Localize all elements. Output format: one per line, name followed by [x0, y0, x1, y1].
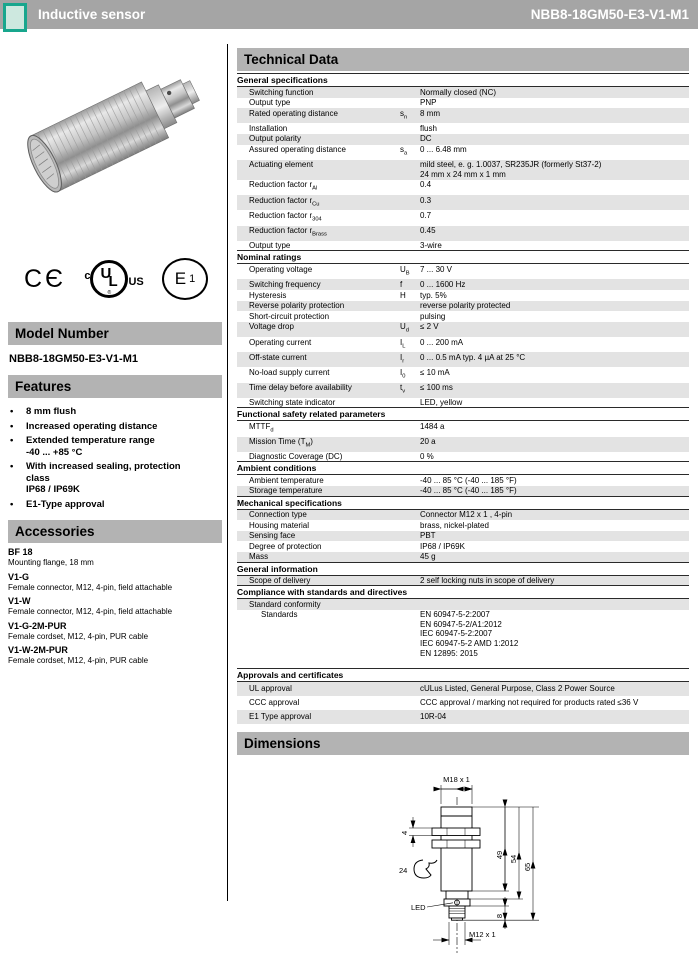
feature-item — [10, 499, 222, 511]
accessory-item — [8, 645, 222, 666]
spec-symbol — [400, 437, 420, 451]
spec-row — [237, 398, 689, 409]
spec-label: No-load supply current — [249, 367, 330, 377]
spec-label: Hysteresis — [249, 290, 287, 300]
spec-symbol — [400, 180, 420, 194]
feature-text: Extended temperature range -40 ... +85 °C — [26, 435, 155, 458]
spec-row — [237, 421, 689, 436]
model-number-section-title: Model Number — [8, 322, 222, 345]
accessory-name: V1-W-2M-PUR — [8, 645, 68, 655]
spec-row — [237, 576, 689, 587]
spec-value: IP68 / IP69K — [420, 541, 465, 551]
feature-text: With increased sealing, protection class IP68 / IP69K — [26, 461, 181, 495]
page-header-bar — [0, 0, 698, 29]
spec-row — [237, 531, 689, 542]
spec-symbol — [400, 226, 420, 240]
spec-value: ≤ 10 mA — [420, 367, 450, 377]
spec-value: 0 ... 6.48 mm — [420, 145, 467, 155]
spec-row — [237, 322, 689, 337]
spec-label: Reduction factor $r_{304}$ — [249, 210, 322, 223]
spec-section-header: Nominal ratings — [237, 250, 689, 264]
accessory-name: V1-G — [8, 571, 30, 582]
dim-8-label: 8 — [495, 913, 504, 918]
spec-symbol: f — [400, 279, 403, 289]
spec-row — [237, 486, 689, 497]
spec-symbol — [400, 98, 420, 108]
accessory-item — [8, 547, 222, 568]
dim-thread-bottom-label: M12 x 1 — [469, 929, 496, 939]
spec-label: Connection type — [249, 510, 307, 520]
spec-section-header: Approvals and certificates — [237, 668, 689, 682]
spec-value: 1484 a — [420, 421, 445, 431]
spec-label: Switching frequency — [249, 279, 321, 289]
spec-value: ≤ 100 ms — [420, 383, 453, 393]
spec-value: pulsing — [420, 311, 446, 321]
wrench-icon — [414, 860, 437, 878]
accessory-item — [8, 596, 222, 617]
spec-label: Reduction factor $r_{Cu}$ — [249, 195, 320, 208]
e1-mark-icon: E 1 — [162, 258, 208, 300]
spec-symbol: H — [400, 290, 406, 300]
spec-value: 45 g — [420, 552, 436, 562]
spec-value: 7 ... 30 V — [420, 264, 453, 274]
spec-symbol — [400, 486, 420, 496]
spec-symbol — [400, 684, 420, 694]
spec-row — [237, 367, 689, 382]
spec-row — [237, 352, 689, 367]
spec-row — [237, 311, 689, 322]
spec-label: Reverse polarity protection — [249, 301, 345, 311]
spec-label: Operating current — [249, 337, 312, 347]
spec-value: typ. 5% — [420, 290, 447, 300]
spec-symbol — [400, 241, 420, 251]
model-number-value: NBB8-18GM50-E3-V1-M1 — [9, 353, 138, 365]
spec-label: Installation — [249, 123, 288, 133]
features-list — [10, 406, 222, 510]
feature-item — [10, 421, 222, 433]
accessories-list — [8, 547, 222, 666]
spec-row — [237, 437, 689, 452]
spec-value: reverse polarity protected — [420, 301, 511, 311]
bullet-icon: • — [10, 435, 14, 446]
accessory-description: Female connector, M12, 4-pin, field attachable — [8, 607, 173, 616]
spec-symbol — [400, 422, 420, 436]
spec-label: Actuating element — [249, 160, 314, 170]
spec-row — [237, 337, 689, 352]
spec-value: Normally closed (NC) — [420, 87, 497, 97]
header-model-number: NBB8-18GM50-E3-V1-M1 — [530, 7, 689, 22]
spec-row — [237, 87, 689, 98]
spec-label: Reduction factor $r_{Brass}$ — [249, 226, 327, 238]
spec-row — [237, 241, 689, 252]
spec-value: 0.45 — [420, 226, 436, 235]
accessory-description: Female cordset, M12, 4-pin, PUR cable — [8, 631, 149, 641]
spec-row — [237, 195, 689, 210]
spec-row — [237, 264, 689, 279]
spec-value: mild steel, e. g. 1.0037, SR235JR (formerly St37-2) 24 mm x 24 mm x 1 mm — [420, 160, 602, 179]
bullet-icon: • — [10, 461, 14, 472]
spec-label: Assured operating distance — [249, 145, 346, 155]
spec-row — [237, 710, 689, 724]
column-divider — [227, 44, 228, 901]
spec-symbol — [400, 476, 420, 486]
spec-row — [237, 123, 689, 134]
technical-data-section-title: Technical Data — [237, 48, 689, 71]
spec-label: Scope of delivery — [249, 576, 311, 585]
spec-value: PBT — [420, 531, 436, 541]
dim-thread-top-label: M18 x 1 — [443, 774, 470, 784]
left-column — [8, 40, 222, 666]
spec-value: brass, nickel-plated — [420, 520, 489, 530]
features-section-title: Features — [8, 375, 222, 398]
dim-nut-thickness-label: 4 — [400, 830, 409, 835]
spec-row — [237, 541, 689, 552]
spec-value — [420, 600, 689, 610]
spec-value: 0 % — [420, 452, 434, 462]
spec-value: LED, yellow — [420, 398, 463, 408]
spec-symbol — [400, 521, 420, 531]
spec-label: $MTTF_d$ — [249, 421, 274, 434]
spec-label: Reduction factor $r_{Al}$ — [249, 180, 318, 193]
spec-row — [237, 134, 689, 145]
accessories-section-title: Accessories — [8, 520, 222, 543]
spec-value: Connector M12 x 1 , 4-pin — [420, 510, 513, 520]
spec-value: 0.3 — [420, 195, 432, 205]
spec-label: UL approval — [249, 683, 292, 693]
spec-row — [237, 180, 689, 195]
spec-row — [237, 552, 689, 563]
spec-value: 0 ... 1600 Hz — [420, 279, 466, 289]
spec-label: Diagnostic Coverage (DC) — [249, 452, 343, 462]
spec-row — [237, 520, 689, 531]
spec-symbol: $U_d$ — [400, 322, 409, 334]
spec-label: Operating voltage — [249, 264, 313, 274]
spec-row — [237, 510, 689, 521]
sensor-body-graphic — [21, 63, 208, 197]
spec-row — [237, 145, 689, 160]
dim-led-label: LED — [411, 902, 426, 912]
spec-value: 8 mm — [420, 108, 440, 118]
spec-value: 0.4 — [420, 180, 432, 190]
bullet-icon: • — [10, 406, 14, 417]
spec-value: DC — [420, 134, 432, 144]
spec-section-header: Ambient conditions — [237, 461, 689, 475]
spec-row — [237, 475, 689, 486]
dim-54-label: 54 — [509, 854, 518, 863]
spec-section-header: General specifications — [237, 73, 689, 87]
spec-label: Sensing face — [249, 531, 296, 541]
accessory-description: Female connector, M12, 4-pin, field attachable — [8, 582, 173, 592]
spec-value: 2 self locking nuts in scope of delivery — [420, 576, 555, 585]
spec-row — [237, 226, 689, 241]
spec-label: Output type — [249, 241, 291, 251]
spec-symbol — [400, 301, 420, 311]
accessory-name: V1-G-2M-PUR — [8, 620, 67, 631]
spec-symbol — [400, 452, 420, 462]
spec-label: Standards — [261, 610, 298, 620]
dim-wrench-size-label: 24 — [399, 865, 408, 875]
spec-row — [237, 290, 689, 301]
spec-symbol — [400, 552, 420, 562]
spec-value: -40 ... 85 °C (-40 ... 185 °F) — [420, 486, 517, 496]
spec-value: 20 a — [420, 437, 436, 447]
spec-symbol — [400, 600, 420, 610]
spec-label: Rated operating distance — [249, 108, 338, 118]
certification-marks — [24, 252, 208, 306]
spec-label: Time delay before availability — [249, 383, 352, 393]
spec-row — [237, 210, 689, 225]
spec-row — [237, 452, 689, 463]
spec-symbol — [400, 88, 420, 98]
spec-row — [237, 160, 689, 180]
spec-symbol — [400, 134, 420, 144]
bullet-icon: • — [10, 498, 14, 510]
feature-text: Increased operating distance — [26, 420, 158, 432]
spec-label: CCC approval — [249, 697, 300, 707]
spec-symbol: $U_B$ — [400, 264, 410, 277]
spec-value: cULus Listed, General Purpose, Class 2 Power Source — [420, 683, 615, 693]
spec-row — [237, 599, 689, 610]
spec-label: Voltage drop — [249, 322, 294, 332]
spec-row — [237, 383, 689, 398]
spec-label: Switching state indicator — [249, 398, 336, 408]
spec-section-header: Functional safety related parameters — [237, 407, 689, 421]
spec-symbol — [400, 160, 420, 179]
spec-value: PNP — [420, 98, 437, 108]
spec-symbol — [400, 312, 420, 322]
brand-logo — [3, 3, 27, 32]
accessory-name: BF 18 — [8, 547, 33, 557]
bullet-icon: • — [10, 420, 14, 432]
dimension-drawing — [395, 769, 575, 967]
dim-65-label: 65 — [523, 862, 532, 871]
spec-label: Switching function — [249, 87, 314, 97]
spec-label: Standard conformity — [249, 599, 321, 609]
feature-item — [10, 406, 222, 418]
dimensions-section-title: Dimensions — [237, 732, 689, 755]
spec-symbol — [400, 124, 420, 134]
spec-row — [237, 301, 689, 312]
feature-text: 8 mm flush — [26, 406, 77, 417]
spec-label: Storage temperature — [249, 486, 323, 496]
spec-symbol: $s_n$ — [400, 108, 408, 121]
spec-label: Ambient temperature — [249, 475, 324, 485]
spec-label: Mass — [249, 552, 269, 562]
spec-value: CCC approval / marking not required for products rated ≤36 V — [420, 697, 639, 707]
spec-value: 3-wire — [420, 241, 442, 251]
spec-row — [237, 108, 689, 123]
spec-symbol — [400, 211, 420, 225]
spec-label: Degree of protection — [249, 541, 322, 551]
spec-symbol — [400, 510, 420, 520]
spec-label: Housing material — [249, 520, 310, 530]
page-title: Inductive sensor — [38, 7, 146, 22]
spec-symbol — [400, 698, 420, 708]
spec-value: 10R-04 — [420, 711, 447, 721]
accessory-description: Mounting flange, 18 mm — [8, 558, 94, 567]
spec-symbol: $s_a$ — [400, 145, 408, 157]
spec-value: 0 ... 0.5 mA typ. 4 µA at 25 °C — [420, 352, 526, 362]
accessory-description: Female cordset, M12, 4-pin, PUR cable — [8, 656, 149, 665]
spec-symbol — [400, 576, 420, 586]
spec-symbol — [400, 712, 420, 722]
spec-section-header: General information — [237, 562, 689, 576]
spec-row — [237, 610, 689, 659]
spec-symbol: $I_0$ — [400, 367, 406, 380]
ce-mark-icon: CЄ — [24, 264, 67, 293]
spec-symbol — [400, 610, 420, 658]
spec-section-header: Compliance with standards and directives — [237, 585, 689, 599]
technical-data-sections — [237, 73, 689, 724]
feature-item — [10, 435, 222, 458]
spec-value: -40 ... 85 °C (-40 ... 185 °F) — [420, 475, 517, 485]
spec-label: Off-state current — [249, 352, 307, 362]
spec-section-header: Mechanical specifications — [237, 496, 689, 510]
spec-symbol: $t_v$ — [400, 383, 406, 395]
spec-label: Output type — [249, 98, 291, 108]
spec-row — [237, 682, 689, 696]
spec-symbol — [400, 531, 420, 541]
accessory-item — [8, 572, 222, 593]
spec-value: flush — [420, 123, 437, 133]
cul-us-mark-icon: c U L ® US — [84, 260, 143, 298]
feature-text: E1-Type approval — [26, 498, 105, 510]
spec-label: Mission Time $(T_M)$ — [249, 437, 313, 449]
spec-symbol — [400, 542, 420, 552]
spec-symbol — [400, 398, 420, 408]
dim-49-label: 49 — [495, 850, 504, 859]
product-photo — [18, 46, 214, 212]
accessory-item — [8, 621, 222, 642]
spec-label: E1 Type approval — [249, 711, 312, 721]
accessory-name: V1-W — [8, 596, 31, 606]
spec-value: EN 60947-5-2:2007 EN 60947-5-2/A1:2012 IEC 60947-5-2:2007 IEC 60947-5-2 AMD 1:2012 EN 12895: 2015 — [420, 610, 519, 658]
spec-row — [237, 696, 689, 710]
spec-row — [237, 279, 689, 290]
spec-row — [237, 98, 689, 109]
spec-symbol: $I_L$ — [400, 337, 406, 350]
spec-symbol: $I_r$ — [400, 352, 405, 365]
spec-value: ≤ 2 V — [420, 322, 439, 332]
spec-label: Output polarity — [249, 134, 302, 144]
spec-value: 0 ... 200 mA — [420, 337, 464, 347]
right-column — [237, 48, 689, 967]
spec-label: Short-circuit protection — [249, 311, 330, 321]
spec-value: 0.7 — [420, 210, 432, 220]
feature-item — [10, 461, 222, 496]
spec-symbol — [400, 196, 420, 210]
